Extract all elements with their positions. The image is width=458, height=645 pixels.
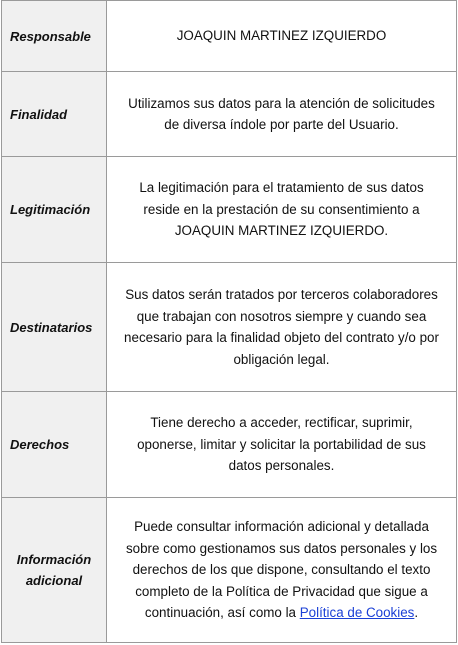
- table-row-finalidad: [2, 72, 457, 157]
- cookie-policy-link[interactable]: Política de Cookies: [299, 605, 415, 621]
- row-value: [107, 498, 457, 643]
- row-value: La legitimación para el tratamiento de sus datos reside en la prestación de su consentimiento a JOAQUIN MARTINEZ IZQUIERDO.: [107, 157, 457, 263]
- row-value-text: Puede consultar información adicional y detallada sobre como gestionamos sus datos personales y los derechos de los que dispone, consultando el texto completo de la Política de Privacidad que sigue a continuación, así como la: [125, 519, 438, 621]
- table-row-informacion-adicional: [2, 498, 457, 643]
- row-value: Utilizamos sus datos para la atención de solicitudes de diversa índole por parte del Usuario.: [107, 72, 457, 157]
- row-value-end: .: [414, 605, 419, 621]
- table-row-responsable: [2, 1, 457, 72]
- data-protection-table: [1, 0, 457, 643]
- row-value: JOAQUIN MARTINEZ IZQUIERDO: [107, 1, 457, 72]
- table-row-legitimacion: [2, 157, 457, 263]
- row-value: Tiene derecho a acceder, rectificar, suprimir, oponerse, limitar y solicitar la portabilidad de sus datos personales.: [107, 392, 457, 498]
- row-label: Destinatarios: [2, 263, 107, 392]
- row-value: Sus datos serán tratados por terceros colaboradores que trabajan con nosotros siempre y cuando sea necesario para la finalidad objeto del contrato y/o por obligación legal.: [107, 263, 457, 392]
- row-label: Derechos: [2, 392, 107, 498]
- row-label: Finalidad: [2, 72, 107, 157]
- table-row-derechos: [2, 392, 457, 498]
- table-row-destinatarios: [2, 263, 457, 392]
- row-label: Información adicional: [2, 498, 107, 643]
- row-label: Legitimación: [2, 157, 107, 263]
- row-label: Responsable: [2, 1, 107, 72]
